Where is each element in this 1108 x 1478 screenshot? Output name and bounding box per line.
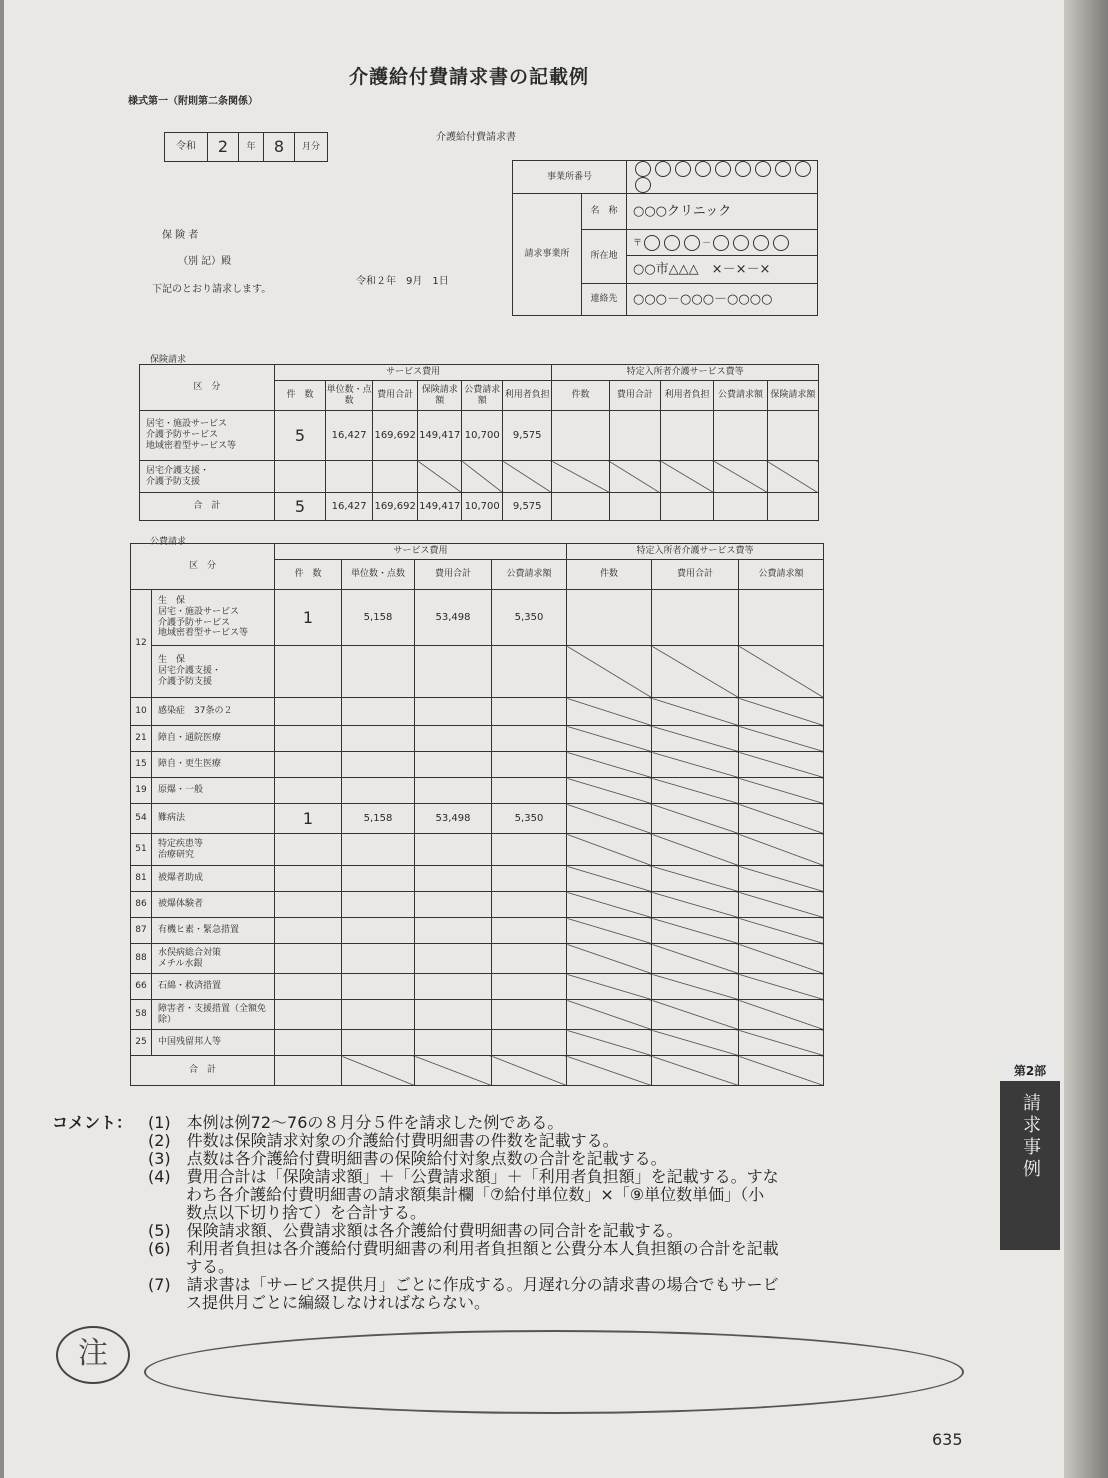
row-public bbox=[492, 752, 567, 778]
row-count bbox=[275, 752, 342, 778]
row-label: 原爆・一般 bbox=[152, 778, 275, 804]
row-code: 58 bbox=[131, 1000, 152, 1030]
handwritten-ellipse bbox=[144, 1330, 964, 1414]
section-title: 請求事例 bbox=[1020, 1093, 1041, 1181]
total-cell bbox=[567, 1056, 652, 1086]
sp-cell bbox=[739, 726, 824, 752]
sp-cell bbox=[714, 411, 767, 461]
request-text: 下記のとおり請求します。 bbox=[152, 284, 272, 295]
row-label: 生 保 居宅介護支援・ 介護予防支援 bbox=[152, 646, 275, 698]
row-units: 16,427 bbox=[326, 411, 373, 461]
row-cost bbox=[415, 892, 492, 918]
comment-item: する。 bbox=[186, 1257, 235, 1276]
row-cost bbox=[415, 778, 492, 804]
total-cell bbox=[415, 1056, 492, 1086]
row-code: 87 bbox=[131, 918, 152, 944]
table-row bbox=[131, 804, 824, 834]
total-count: 5 bbox=[274, 493, 325, 521]
office-number-boxes bbox=[627, 161, 818, 194]
sp-cell bbox=[567, 646, 652, 698]
total-label: 合 計 bbox=[140, 493, 275, 521]
row-cost bbox=[415, 1000, 492, 1030]
postal-digit-circle bbox=[644, 235, 660, 251]
total-label: 合 計 bbox=[131, 1056, 275, 1086]
provider-block bbox=[512, 160, 818, 316]
sp-cell bbox=[652, 974, 739, 1000]
row-count: 1 bbox=[275, 590, 342, 646]
sp-cell bbox=[739, 752, 824, 778]
sp-cell bbox=[609, 493, 660, 521]
col-public: 公費請求額 bbox=[492, 560, 567, 590]
sp-cell bbox=[567, 778, 652, 804]
row-units bbox=[342, 726, 415, 752]
postal-mark: 〒 bbox=[633, 238, 643, 248]
row-public bbox=[492, 918, 567, 944]
col-sp-cost: 費用合計 bbox=[652, 560, 739, 590]
row-cost: 53,498 bbox=[415, 804, 492, 834]
postal-digit-circle bbox=[684, 235, 700, 251]
sp-cell bbox=[767, 493, 818, 521]
total-units: 16,427 bbox=[326, 493, 373, 521]
public-section-label: 公費請求 bbox=[150, 537, 187, 547]
name-label: 名 称 bbox=[582, 194, 627, 230]
col-sp-cost: 費用合計 bbox=[609, 381, 660, 411]
row-code: 12 bbox=[131, 590, 152, 698]
col-sp-count: 件数 bbox=[567, 560, 652, 590]
document-name: 介護給付費請求書 bbox=[436, 132, 516, 143]
row-label: 生 保 居宅・施設サービス 介護予防サービス 地域密着型サービス等 bbox=[152, 590, 275, 646]
row-label: 障自・通院医療 bbox=[152, 726, 275, 752]
sp-cell bbox=[652, 590, 739, 646]
row-code: 86 bbox=[131, 892, 152, 918]
part-label: 第2部 bbox=[1000, 1060, 1060, 1081]
office-number-digit-circle bbox=[735, 161, 751, 177]
row-count bbox=[275, 944, 342, 974]
sp-cell bbox=[739, 834, 824, 866]
comment-item: 数点以下切り捨て）を合計する。 bbox=[186, 1203, 427, 1222]
table-row bbox=[131, 752, 824, 778]
col-units: 単位数・点数 bbox=[326, 381, 373, 411]
row-count bbox=[275, 646, 342, 698]
total-cell bbox=[492, 1056, 567, 1086]
row-units bbox=[342, 944, 415, 974]
total-insurance: 149,417 bbox=[418, 493, 462, 521]
year-unit: 年 bbox=[239, 133, 264, 162]
row-count bbox=[275, 892, 342, 918]
sp-cell bbox=[567, 834, 652, 866]
office-number-digit-circle bbox=[675, 161, 691, 177]
month-value: 8 bbox=[264, 133, 295, 162]
col-sp-public: 公費請求額 bbox=[739, 560, 824, 590]
row-cost bbox=[415, 752, 492, 778]
col-count: 件 数 bbox=[274, 381, 325, 411]
row-cost: 53,498 bbox=[415, 590, 492, 646]
page-edge-shadow bbox=[1064, 0, 1108, 1478]
insurance-table bbox=[139, 364, 819, 521]
sp-cell bbox=[609, 411, 660, 461]
row-units bbox=[342, 646, 415, 698]
special-service-header: 特定入所者介護サービス費等 bbox=[552, 365, 819, 381]
sp-cell bbox=[739, 804, 824, 834]
row-cost bbox=[415, 698, 492, 726]
sp-cell bbox=[552, 411, 610, 461]
row-public bbox=[492, 646, 567, 698]
postal-dash: － bbox=[702, 238, 712, 248]
provider-name: ○○○クリニック bbox=[627, 194, 818, 230]
col-category: 区 分 bbox=[140, 365, 275, 411]
sp-cell bbox=[652, 918, 739, 944]
sp-cell bbox=[567, 752, 652, 778]
row-code: 81 bbox=[131, 866, 152, 892]
col-insurance: 保険請求額 bbox=[418, 381, 462, 411]
table-row bbox=[131, 974, 824, 1000]
insurer-sub: （別 記）殿 bbox=[178, 256, 232, 267]
table-row bbox=[131, 834, 824, 866]
row-code: 21 bbox=[131, 726, 152, 752]
row-count bbox=[275, 778, 342, 804]
sp-cell bbox=[767, 411, 818, 461]
era: 令和 bbox=[165, 133, 208, 162]
row-cost bbox=[415, 944, 492, 974]
office-number-digit-circle bbox=[635, 177, 651, 193]
sp-cell bbox=[652, 778, 739, 804]
comment-label: コメント： bbox=[52, 1113, 133, 1132]
row-label: 障自・更生医療 bbox=[152, 752, 275, 778]
row-code: 25 bbox=[131, 1030, 152, 1056]
sp-cell bbox=[652, 698, 739, 726]
sp-cell bbox=[567, 866, 652, 892]
row-label: 感染症 37条の２ bbox=[152, 698, 275, 726]
sp-cell bbox=[739, 974, 824, 1000]
sp-cell bbox=[739, 866, 824, 892]
row-count bbox=[275, 866, 342, 892]
postal-digit-circle bbox=[713, 235, 729, 251]
total-public: 10,700 bbox=[462, 493, 503, 521]
sp-cell bbox=[652, 834, 739, 866]
row-code: 88 bbox=[131, 944, 152, 974]
row-code: 10 bbox=[131, 698, 152, 726]
col-public: 公費請求額 bbox=[462, 381, 503, 411]
public-claim-table bbox=[130, 543, 824, 1086]
sp-cell bbox=[739, 778, 824, 804]
row-label: 特定疾患等 治療研究 bbox=[152, 834, 275, 866]
table-row bbox=[131, 726, 824, 752]
page-title: 介護給付費請求書の記載例 bbox=[349, 66, 590, 88]
row-label: 居宅・施設サービス 介護予防サービス 地域密着型サービス等 bbox=[140, 411, 275, 461]
col-units: 単位数・点数 bbox=[342, 560, 415, 590]
row-units bbox=[342, 918, 415, 944]
row-count bbox=[275, 698, 342, 726]
row-code: 54 bbox=[131, 804, 152, 834]
row-units bbox=[326, 461, 373, 493]
office-number-digit-circle bbox=[695, 161, 711, 177]
row-cost bbox=[415, 866, 492, 892]
col-cost: 費用合計 bbox=[373, 381, 418, 411]
sp-cell bbox=[652, 646, 739, 698]
sp-cell bbox=[739, 944, 824, 974]
address-label: 所在地 bbox=[582, 230, 627, 284]
document-page bbox=[4, 0, 1064, 1478]
sp-cell bbox=[767, 461, 818, 493]
row-count: 5 bbox=[274, 411, 325, 461]
row-units bbox=[342, 752, 415, 778]
sp-cell bbox=[714, 493, 767, 521]
sp-cell bbox=[567, 944, 652, 974]
row-label: 中国残留邦人等 bbox=[152, 1030, 275, 1056]
postal-digit-circle bbox=[773, 235, 789, 251]
col-sp-count: 件数 bbox=[552, 381, 610, 411]
total-cell bbox=[342, 1056, 415, 1086]
sp-cell bbox=[739, 590, 824, 646]
sp-cell bbox=[739, 698, 824, 726]
postal-code bbox=[627, 230, 818, 256]
row-count bbox=[275, 1030, 342, 1056]
row-label: 被爆体験者 bbox=[152, 892, 275, 918]
row-label: 障害者・支援措置（全額免除） bbox=[152, 1000, 275, 1030]
row-count bbox=[275, 726, 342, 752]
page-number: 635 bbox=[932, 1430, 963, 1449]
table-row bbox=[140, 461, 819, 493]
total-cell bbox=[275, 1056, 342, 1086]
insurer-label: 保 険 者 bbox=[162, 230, 199, 241]
row-units bbox=[342, 698, 415, 726]
row-code: 66 bbox=[131, 974, 152, 1000]
month-unit: 月分 bbox=[295, 133, 328, 162]
row-label: 有機ヒ素・緊急措置 bbox=[152, 918, 275, 944]
sp-cell bbox=[652, 726, 739, 752]
total-cell bbox=[739, 1056, 824, 1086]
col-sp-insurance: 保険請求額 bbox=[767, 381, 818, 411]
row-count bbox=[275, 834, 342, 866]
total-row bbox=[131, 1056, 824, 1086]
comment-list bbox=[148, 1114, 948, 1312]
row-public bbox=[492, 698, 567, 726]
col-count: 件 数 bbox=[275, 560, 342, 590]
comment-item: ス提供月ごとに編綴しなければならない。 bbox=[186, 1293, 491, 1312]
row-public bbox=[492, 834, 567, 866]
office-number-digit-circle bbox=[775, 161, 791, 177]
row-public bbox=[492, 892, 567, 918]
office-number-digit-circle bbox=[795, 161, 811, 177]
total-user: 9,575 bbox=[503, 493, 552, 521]
sp-cell bbox=[652, 752, 739, 778]
table-row bbox=[131, 892, 824, 918]
row-count bbox=[275, 918, 342, 944]
row-units bbox=[342, 778, 415, 804]
request-date: 令和２年 9月 1日 bbox=[356, 276, 449, 287]
row-units bbox=[342, 834, 415, 866]
table-row bbox=[140, 411, 819, 461]
total-cell bbox=[652, 1056, 739, 1086]
comment-item: わち各介護給付費明細書の請求額集計欄「⑦給付単位数」×「⑨単位数単価」（小 bbox=[186, 1185, 765, 1204]
sp-cell bbox=[567, 590, 652, 646]
sp-cell bbox=[609, 461, 660, 493]
row-cost bbox=[415, 834, 492, 866]
col-category: 区 分 bbox=[131, 544, 275, 590]
row-cost bbox=[373, 461, 418, 493]
row-label: 石綿・救済措置 bbox=[152, 974, 275, 1000]
table-row bbox=[131, 590, 824, 646]
col-user: 利用者負担 bbox=[503, 381, 552, 411]
row-user: 9,575 bbox=[503, 411, 552, 461]
row-cost bbox=[415, 646, 492, 698]
comment-item: (2) 件数は保険請求対象の介護給付費明細書の件数を記載する。 bbox=[148, 1131, 619, 1150]
row-cost bbox=[415, 918, 492, 944]
row-code: 15 bbox=[131, 752, 152, 778]
row-public bbox=[492, 974, 567, 1000]
row-units bbox=[342, 892, 415, 918]
row-units bbox=[342, 974, 415, 1000]
row-label: 居宅介護支援・ 介護予防支援 bbox=[140, 461, 275, 493]
row-public bbox=[492, 726, 567, 752]
sp-cell bbox=[567, 892, 652, 918]
row-units bbox=[342, 1030, 415, 1056]
table-row bbox=[131, 646, 824, 698]
row-count: 1 bbox=[275, 804, 342, 834]
office-number-label: 事業所番号 bbox=[513, 161, 627, 194]
office-number-digit-circle bbox=[655, 161, 671, 177]
table-row bbox=[131, 918, 824, 944]
row-insurance: 149,417 bbox=[418, 411, 462, 461]
sp-cell bbox=[567, 698, 652, 726]
postal-digit-circle bbox=[664, 235, 680, 251]
sp-cell bbox=[567, 918, 652, 944]
row-insurance bbox=[418, 461, 462, 493]
row-public: 5,350 bbox=[492, 804, 567, 834]
service-cost-header: サービス費用 bbox=[275, 544, 567, 560]
row-cost bbox=[415, 974, 492, 1000]
sp-cell bbox=[652, 804, 739, 834]
total-cost: 169,692 bbox=[373, 493, 418, 521]
sp-cell bbox=[661, 411, 714, 461]
sp-cell bbox=[652, 892, 739, 918]
col-sp-public: 公費請求額 bbox=[714, 381, 767, 411]
row-public: 10,700 bbox=[462, 411, 503, 461]
office-number-digit-circle bbox=[715, 161, 731, 177]
table-row bbox=[131, 1030, 824, 1056]
comment-item: (5) 保険請求額、公費請求額は各介護給付費明細書の同合計を記載する。 bbox=[148, 1221, 683, 1240]
insurance-section-label: 保険請求 bbox=[150, 355, 187, 365]
sp-cell bbox=[739, 1030, 824, 1056]
row-public bbox=[492, 778, 567, 804]
provider-address: ○○市△△△ ×－×－× bbox=[627, 256, 818, 284]
comment-item: (7) 請求書は「サービス提供月」ごとに作成する。月遅れ分の請求書の場合でもサービ bbox=[148, 1275, 779, 1294]
billing-period bbox=[164, 132, 328, 162]
row-label: 水俣病総合対策 メチル水銀 bbox=[152, 944, 275, 974]
provider-contact: ○○○－○○○－○○○○ bbox=[627, 284, 818, 316]
row-count bbox=[274, 461, 325, 493]
sp-cell bbox=[567, 1030, 652, 1056]
comment-item: (1) 本例は例72～76の８月分５件を請求した例である。 bbox=[148, 1113, 564, 1132]
row-public: 5,350 bbox=[492, 590, 567, 646]
comment-item: (4) 費用合計は「保険請求額」＋「公費請求額」＋「利用者負担額」を記載する。すな bbox=[148, 1167, 779, 1186]
sp-cell bbox=[661, 493, 714, 521]
postal-digit-circle bbox=[733, 235, 749, 251]
row-count bbox=[275, 974, 342, 1000]
row-label: 被爆者助成 bbox=[152, 866, 275, 892]
request-office-label: 請求事業所 bbox=[513, 194, 582, 316]
comment-item: (6) 利用者負担は各介護給付費明細書の利用者負担額と公費分本人負担額の合計を記載 bbox=[148, 1239, 779, 1258]
form-number: 様式第一（附則第二条関係） bbox=[128, 96, 258, 107]
row-units bbox=[342, 866, 415, 892]
sp-cell bbox=[714, 461, 767, 493]
sp-cell bbox=[567, 974, 652, 1000]
comment-item: (3) 点数は各介護給付費明細書の保険給付対象点数の合計を記載する。 bbox=[148, 1149, 667, 1168]
sp-cell bbox=[567, 726, 652, 752]
col-sp-user: 利用者負担 bbox=[661, 381, 714, 411]
table-row bbox=[131, 1000, 824, 1030]
row-cost bbox=[415, 1030, 492, 1056]
row-units: 5,158 bbox=[342, 590, 415, 646]
section-tab bbox=[1000, 1060, 1060, 1250]
sp-cell bbox=[739, 892, 824, 918]
contact-label: 連絡先 bbox=[582, 284, 627, 316]
table-row bbox=[131, 778, 824, 804]
row-cost: 169,692 bbox=[373, 411, 418, 461]
row-label: 難病法 bbox=[152, 804, 275, 834]
special-service-header: 特定入所者介護サービス費等 bbox=[567, 544, 824, 560]
row-code: 19 bbox=[131, 778, 152, 804]
postal-digit-circle bbox=[753, 235, 769, 251]
office-number-digit-circle bbox=[635, 161, 651, 177]
service-cost-header: サービス費用 bbox=[274, 365, 551, 381]
row-public bbox=[492, 866, 567, 892]
sp-cell bbox=[739, 918, 824, 944]
sp-cell bbox=[739, 646, 824, 698]
table-row bbox=[131, 698, 824, 726]
office-number-digit-circle bbox=[755, 161, 771, 177]
row-public bbox=[492, 1030, 567, 1056]
table-row bbox=[131, 944, 824, 974]
row-code: 51 bbox=[131, 834, 152, 866]
row-user bbox=[503, 461, 552, 493]
row-units: 5,158 bbox=[342, 804, 415, 834]
sp-cell bbox=[652, 1000, 739, 1030]
sp-cell bbox=[567, 1000, 652, 1030]
table-row bbox=[131, 866, 824, 892]
sp-cell bbox=[652, 944, 739, 974]
sp-cell bbox=[661, 461, 714, 493]
sp-cell bbox=[567, 804, 652, 834]
year-value: 2 bbox=[208, 133, 239, 162]
row-cost bbox=[415, 726, 492, 752]
sp-cell bbox=[652, 866, 739, 892]
sp-cell bbox=[739, 1000, 824, 1030]
row-count bbox=[275, 1000, 342, 1030]
col-cost: 費用合計 bbox=[415, 560, 492, 590]
sp-cell bbox=[552, 461, 610, 493]
sp-cell bbox=[652, 1030, 739, 1056]
row-units bbox=[342, 1000, 415, 1030]
row-public bbox=[492, 1000, 567, 1030]
total-row bbox=[140, 493, 819, 521]
row-public bbox=[492, 944, 567, 974]
row-public bbox=[462, 461, 503, 493]
sp-cell bbox=[552, 493, 610, 521]
handwritten-note: 注 bbox=[56, 1326, 130, 1384]
